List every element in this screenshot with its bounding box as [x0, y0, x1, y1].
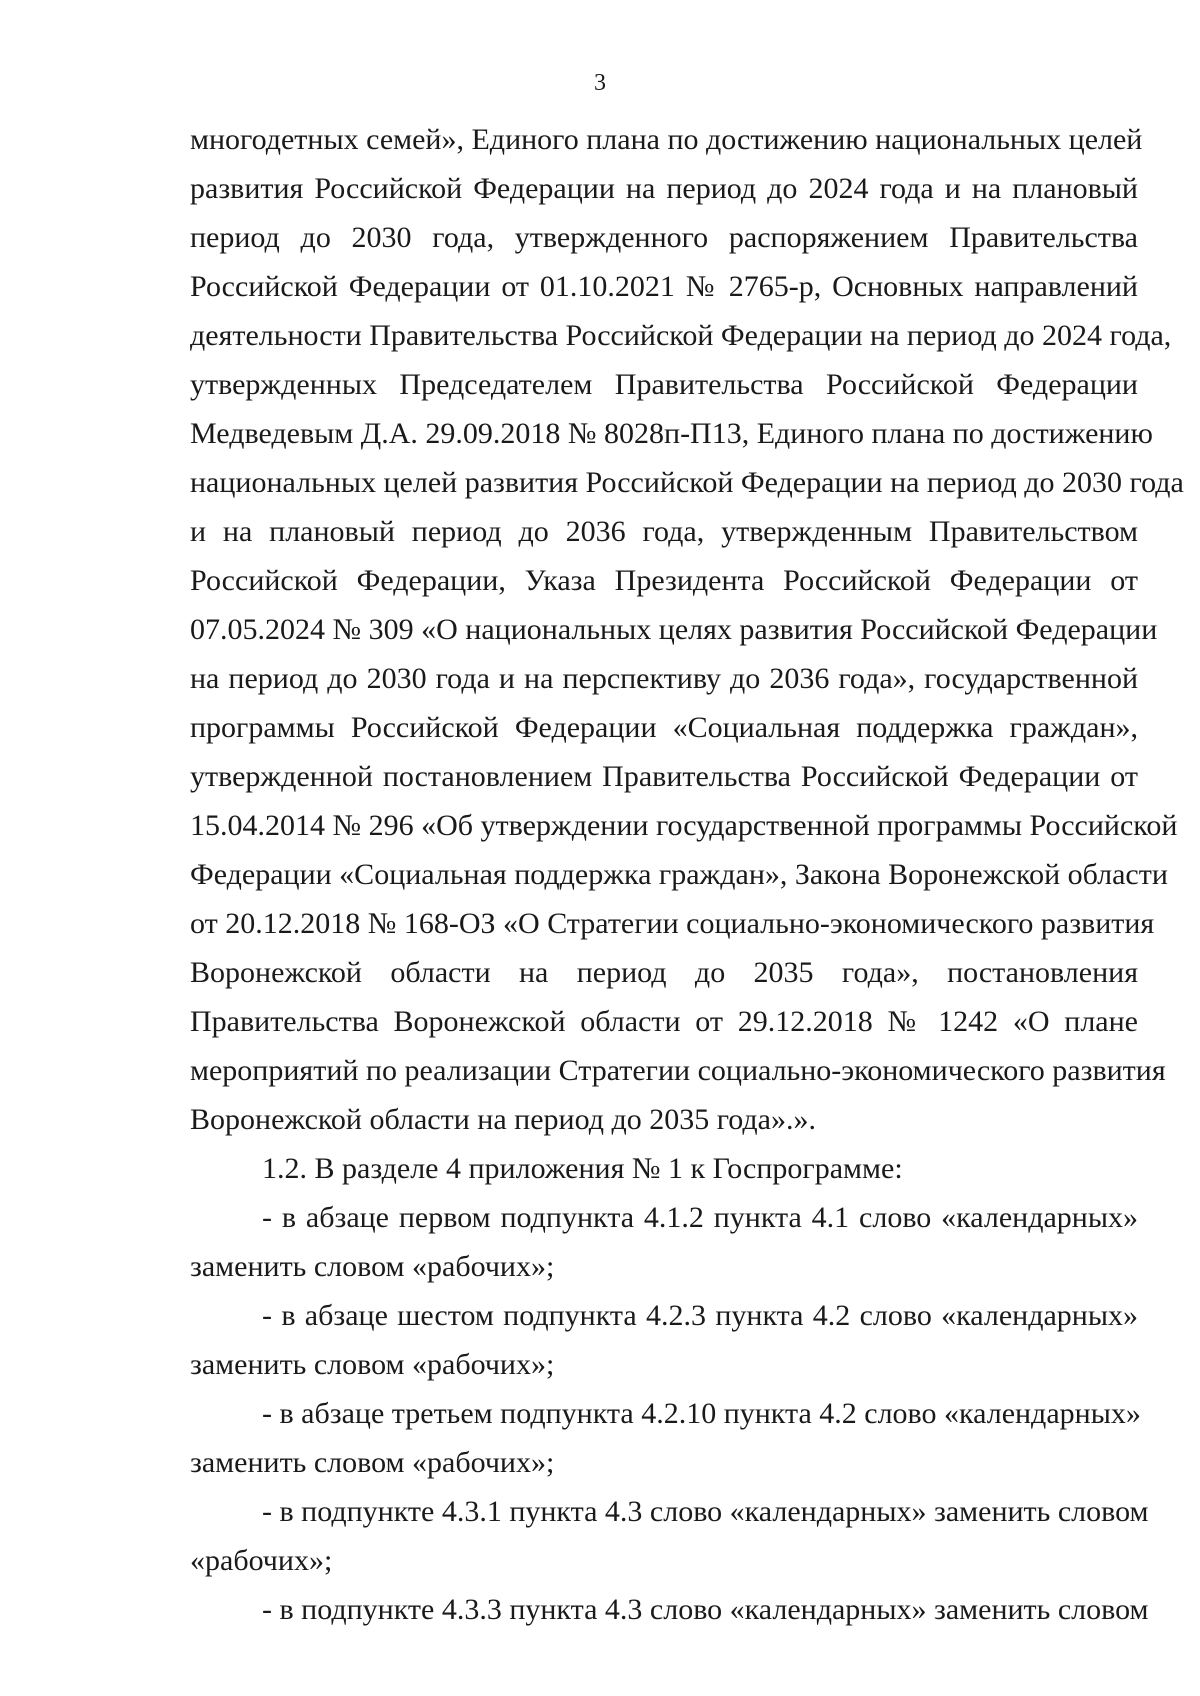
text-line: заменить словом «рабочих»;: [190, 1446, 555, 1479]
list-item: - в абзаце первом подпункта 4.1.2 пункта 4.1 слово «календарных»: [262, 1201, 1138, 1234]
text-line: утвержденных Председателем Правительства Российской Федерации: [190, 368, 1138, 401]
text-line: программы Российской Федерации «Социальная поддержка граждан»,: [190, 711, 1138, 744]
text-line: заменить словом «рабочих»;: [190, 1348, 555, 1381]
text-line: от 20.12.2018 № 168-ОЗ «О Стратегии социально-экономического развития: [190, 907, 1155, 940]
text-line: мероприятий по реализации Стратегии социально-экономического развития: [190, 1054, 1166, 1087]
text-line: 07.05.2024 № 309 «О национальных целях развития Российской Федерации: [190, 613, 1158, 646]
text-line: деятельности Правительства Российской Федерации на период до 2024 года,: [190, 319, 1172, 352]
text-line: «рабочих»;: [190, 1544, 333, 1577]
list-item: - в подпункте 4.3.3 пункта 4.3 слово «календарных» заменить словом: [262, 1593, 1149, 1626]
text-line: Федерации «Социальная поддержка граждан», Закона Воронежской области: [190, 858, 1168, 891]
text-line: Российской Федерации от 01.10.2021 № 2765-р, Основных направлений: [190, 270, 1138, 303]
text-line: Воронежской области на период до 2035 года».».: [190, 1103, 817, 1136]
text-line: Правительства Воронежской области от 29.12.2018 № 1242 «О плане: [190, 1005, 1138, 1038]
text-line: национальных целей развития Российской Федерации на период до 2030 года: [190, 466, 1184, 499]
section-heading: 1.2. В разделе 4 приложения № 1 к Госпрограмме:: [262, 1152, 903, 1185]
document-body: [190, 115, 1184, 1634]
list-item: - в абзаце шестом подпункта 4.2.3 пункта 4.2 слово «календарных»: [262, 1299, 1138, 1332]
text-line: Медведевым Д.А. 29.09.2018 № 8028п-П13, Единого плана по достижению: [190, 417, 1153, 450]
text-line: 15.04.2014 № 296 «Об утверждении государственной программы Российской: [190, 809, 1178, 842]
text-line: развития Российской Федерации на период до 2024 года и на плановый: [190, 172, 1138, 205]
text-line: на период до 2030 года и на перспективу до 2036 года», государственной: [190, 662, 1138, 695]
list-item: - в подпункте 4.3.1 пункта 4.3 слово «календарных» заменить словом: [262, 1495, 1149, 1528]
text-line: заменить словом «рабочих»;: [190, 1250, 555, 1283]
list-item: - в абзаце третьем подпункта 4.2.10 пункта 4.2 слово «календарных»: [262, 1397, 1141, 1430]
text-line: и на плановый период до 2036 года, утвержденным Правительством: [190, 515, 1138, 548]
text-line: многодетных семей», Единого плана по достижению национальных целей: [190, 123, 1143, 156]
page-number: 3: [594, 70, 606, 96]
text-line: утвержденной постановлением Правительства Российской Федерации от: [190, 760, 1138, 793]
text-line: период до 2030 года, утвержденного распоряжением Правительства: [190, 221, 1138, 254]
text-line: Российской Федерации, Указа Президента Российской Федерации от: [190, 564, 1138, 597]
text-line: Воронежской области на период до 2035 года», постановления: [190, 956, 1138, 989]
